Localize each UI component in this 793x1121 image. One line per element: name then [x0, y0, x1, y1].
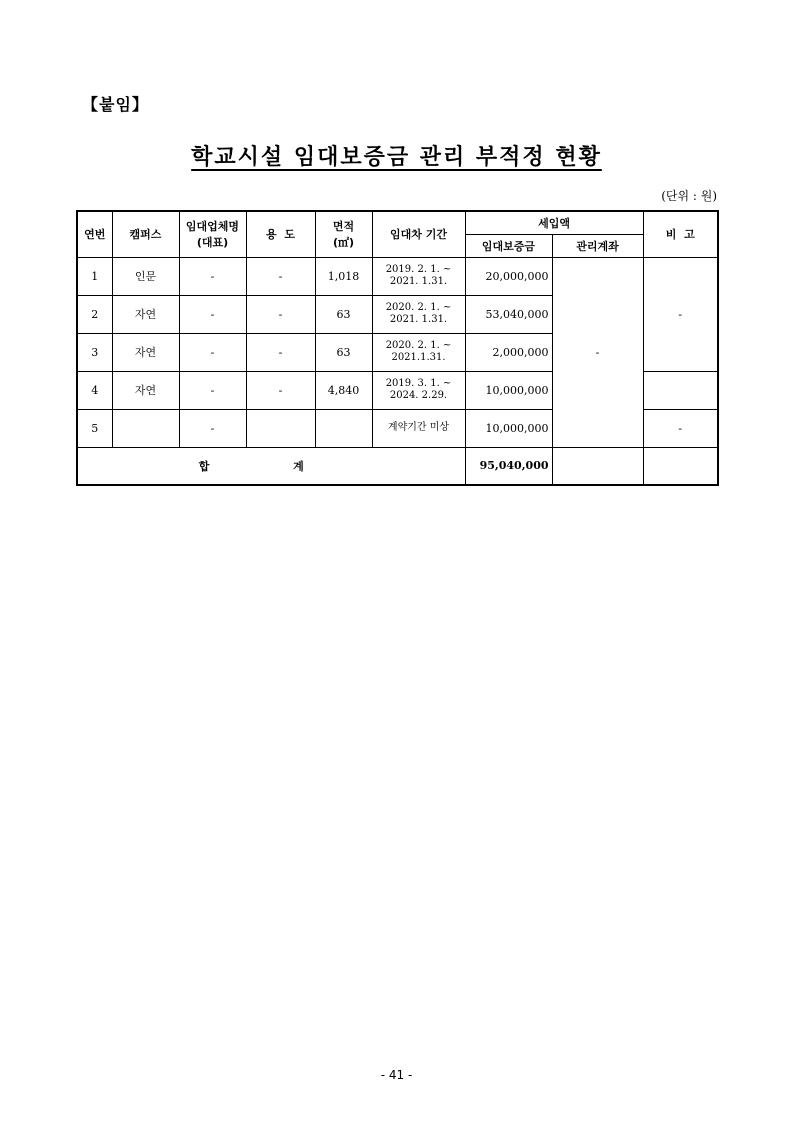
cell-period	[372, 295, 465, 333]
cell-lessee: -	[179, 295, 246, 333]
attachment-label: 【붙임】	[82, 95, 149, 114]
header-area	[315, 211, 372, 257]
cell-usage: -	[246, 333, 315, 371]
cell-remarks-row4	[643, 371, 718, 409]
cell-area: 1,018	[315, 257, 372, 295]
total-label: 합 계	[77, 447, 465, 485]
period-start: 2019. 2. 1. ~	[385, 264, 452, 275]
header-area-line2: (㎡)	[332, 236, 355, 250]
cell-period: 계약기간 미상	[372, 409, 465, 447]
cell-no: 4	[77, 371, 112, 409]
cell-period	[372, 257, 465, 295]
cell-account-merged: -	[552, 257, 643, 447]
cell-deposit: 53,040,000	[465, 295, 552, 333]
header-remarks: 비 고	[643, 211, 718, 257]
cell-period	[372, 371, 465, 409]
header-no: 연번	[77, 211, 112, 257]
cell-lessee: -	[179, 409, 246, 447]
cell-campus	[112, 409, 179, 447]
header-income: 세입액	[465, 211, 643, 234]
unit-label: (단위 : 원)	[661, 189, 717, 203]
period-start: 2020. 2. 1. ~	[385, 340, 452, 351]
cell-lessee: -	[179, 333, 246, 371]
header-lessee-line2: (대표)	[196, 236, 229, 250]
period-start: 2020. 2. 1. ~	[385, 302, 452, 313]
cell-remarks-row5: -	[643, 409, 718, 447]
header-lessee	[179, 211, 246, 257]
total-deposit: 95,040,000	[465, 447, 552, 485]
period-end: 2021. 1.31.	[389, 314, 448, 325]
cell-deposit: 10,000,000	[465, 371, 552, 409]
header-area-line1: 면적	[332, 220, 355, 234]
cell-deposit: 20,000,000	[465, 257, 552, 295]
page-title	[0, 140, 793, 171]
title-text: 학교시설 임대보증금 관리 부적정 현황	[191, 144, 602, 170]
period-start: 2019. 3. 1. ~	[385, 378, 452, 389]
header-campus: 캠퍼스	[112, 211, 179, 257]
cell-usage: -	[246, 371, 315, 409]
header-lessee-line1: 임대업체명	[185, 220, 240, 234]
total-remarks	[643, 447, 718, 485]
header-account: 관리계좌	[552, 234, 643, 257]
cell-campus: 자연	[112, 371, 179, 409]
header-usage: 용 도	[246, 211, 315, 257]
cell-deposit: 2,000,000	[465, 333, 552, 371]
cell-area: 63	[315, 333, 372, 371]
cell-usage	[246, 409, 315, 447]
header-deposit: 임대보증금	[465, 234, 552, 257]
cell-campus: 자연	[112, 295, 179, 333]
cell-area: 4,840	[315, 371, 372, 409]
cell-no: 5	[77, 409, 112, 447]
cell-area: 63	[315, 295, 372, 333]
cell-lessee: -	[179, 257, 246, 295]
total-account	[552, 447, 643, 485]
cell-campus: 자연	[112, 333, 179, 371]
cell-usage: -	[246, 257, 315, 295]
header-period: 임대차 기간	[372, 211, 465, 257]
cell-area	[315, 409, 372, 447]
cell-no: 2	[77, 295, 112, 333]
cell-no: 3	[77, 333, 112, 371]
cell-usage: -	[246, 295, 315, 333]
total-row	[77, 447, 718, 485]
cell-period	[372, 333, 465, 371]
period-end: 2021.1.31.	[391, 352, 446, 363]
page-number: - 41 -	[380, 1068, 413, 1082]
cell-campus: 인문	[112, 257, 179, 295]
cell-lessee: -	[179, 371, 246, 409]
cell-remarks-merged: -	[643, 257, 718, 371]
status-table	[76, 210, 719, 486]
cell-no: 1	[77, 257, 112, 295]
period-end: 2024. 2.29.	[389, 390, 448, 401]
cell-deposit: 10,000,000	[465, 409, 552, 447]
table-row	[77, 257, 718, 295]
period-end: 2021. 1.31.	[389, 276, 448, 287]
